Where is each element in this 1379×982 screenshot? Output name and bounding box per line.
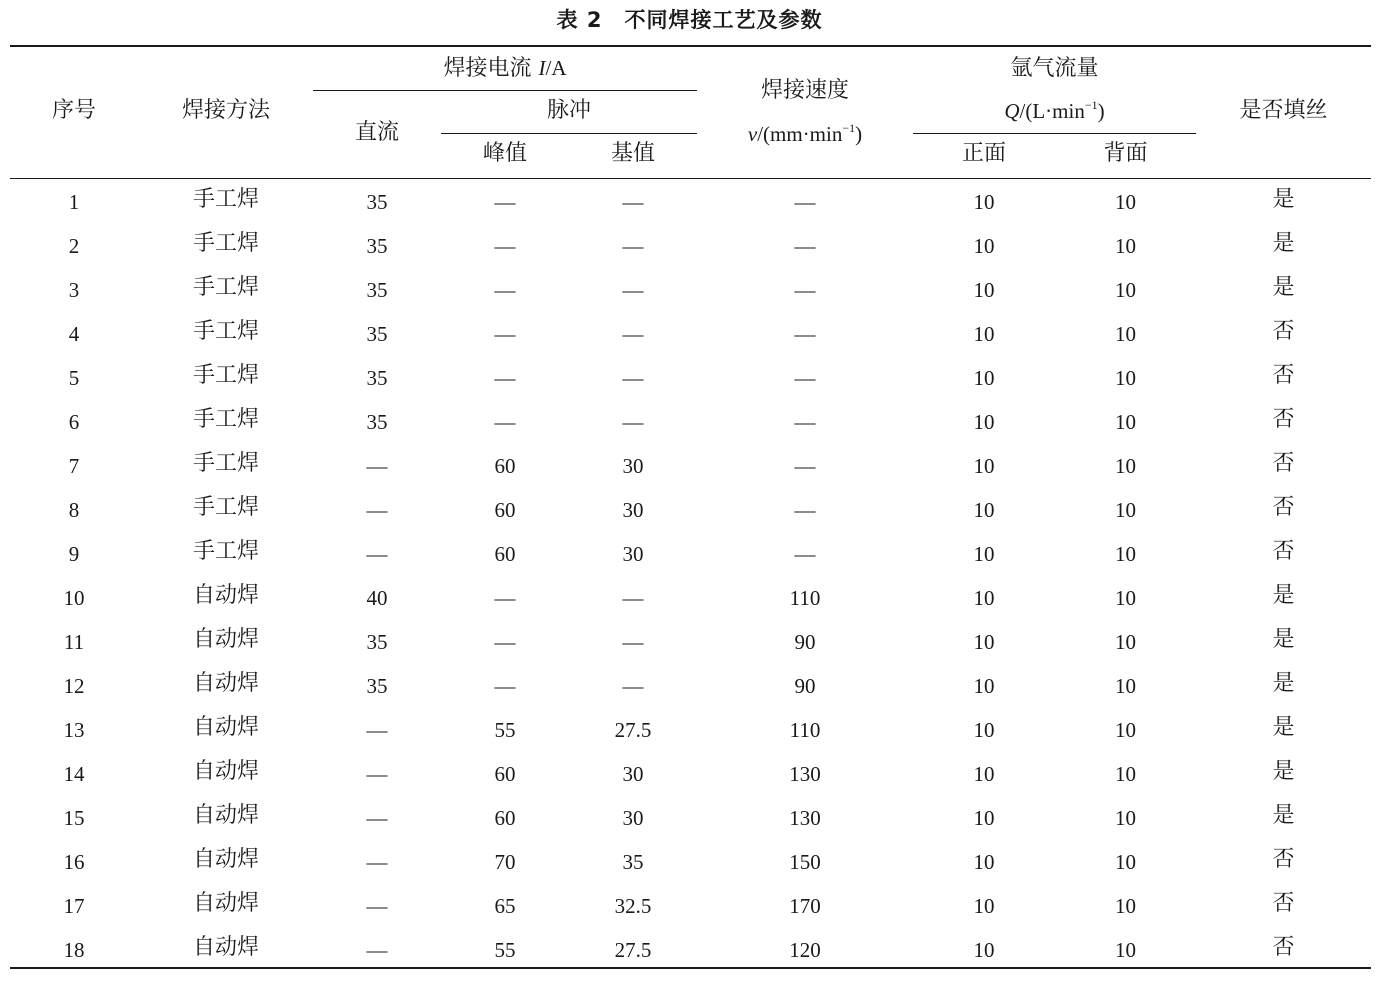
table-number: 表 2 — [556, 8, 603, 32]
cell-argon-front: 10 — [973, 762, 995, 786]
table-title: 不同焊接工艺及参数 — [624, 8, 823, 32]
header-speed-unit: $v/(mm\cdot\min^{-1})$ — [747, 121, 863, 146]
cell-argon-back: 10 — [1115, 454, 1136, 478]
cell-dc: 35 — [366, 366, 388, 390]
header-current-unit: I/A — [538, 56, 567, 80]
cell-argon-front: 10 — [973, 234, 995, 258]
cell-dc: — — [366, 718, 388, 742]
cell-method: 自动焊 — [192, 627, 259, 652]
cell-speed: — — [794, 190, 816, 214]
header-filler: 是否填丝 — [1239, 98, 1328, 123]
cell-method: 手工焊 — [192, 319, 259, 344]
header-current-peak: 峰值 — [482, 141, 527, 166]
cell-speed: — — [794, 234, 816, 258]
cell-argon-front: 10 — [973, 278, 995, 302]
cell-peak: 60 — [494, 542, 516, 566]
cell-argon-front: 10 — [973, 410, 995, 434]
cell-argon-front: 10 — [973, 498, 995, 522]
cell-dc: — — [366, 894, 388, 918]
cell-peak: — — [494, 234, 516, 258]
cell-dc: 35 — [366, 234, 388, 258]
cell-base: 27.5 — [614, 938, 652, 962]
argon-group-rule — [913, 133, 1196, 134]
cell-argon-front: 10 — [973, 542, 995, 566]
table-row — [0, 671, 1379, 718]
cell-filler: 是 — [1272, 759, 1295, 784]
cell-filler: 是 — [1272, 803, 1295, 828]
cell-speed: 130 — [789, 762, 821, 786]
cell-argon-front: 10 — [973, 938, 995, 962]
cell-dc: — — [366, 938, 388, 962]
cell-argon-back: 10 — [1115, 542, 1136, 566]
cell-index: 10 — [63, 586, 85, 610]
cell-peak: — — [494, 322, 516, 346]
cell-argon-back: 10 — [1115, 718, 1136, 742]
cell-method: 手工焊 — [192, 275, 259, 300]
cell-filler: 否 — [1272, 935, 1295, 960]
cell-filler: 是 — [1272, 231, 1295, 256]
cell-base: 32.5 — [614, 894, 652, 918]
cell-filler: 是 — [1272, 671, 1295, 696]
cell-filler: 是 — [1272, 275, 1295, 300]
cell-dc: 35 — [366, 278, 388, 302]
cell-base: 27.5 — [614, 718, 652, 742]
cell-method: 手工焊 — [192, 231, 259, 256]
cell-filler: 否 — [1272, 891, 1295, 916]
cell-argon-front: 10 — [973, 190, 995, 214]
cell-base: — — [622, 278, 644, 302]
cell-index: 12 — [63, 674, 85, 698]
cell-filler: 否 — [1272, 451, 1295, 476]
cell-speed: — — [794, 278, 816, 302]
cell-peak: 65 — [494, 894, 516, 918]
table-row — [0, 715, 1379, 762]
cell-peak: 60 — [494, 762, 516, 786]
cell-argon-back: 10 — [1115, 850, 1136, 874]
cell-argon-front: 10 — [973, 718, 995, 742]
cell-speed: 110 — [789, 718, 821, 742]
cell-method: 自动焊 — [192, 891, 259, 916]
cell-index: 5 — [68, 366, 80, 390]
cell-base: — — [622, 586, 644, 610]
cell-index: 18 — [63, 938, 85, 962]
cell-filler: 是 — [1272, 715, 1295, 740]
cell-index: 11 — [63, 630, 85, 654]
cell-argon-back: 10 — [1115, 630, 1136, 654]
cell-index: 1 — [68, 190, 80, 214]
cell-base: — — [622, 674, 644, 698]
cell-speed: 120 — [789, 938, 821, 962]
cell-filler: 是 — [1272, 187, 1295, 212]
top-rule — [10, 45, 1371, 47]
table-row — [0, 627, 1379, 674]
cell-speed: 90 — [794, 674, 816, 698]
table-row — [0, 583, 1379, 630]
table-row — [0, 891, 1379, 938]
cell-argon-back: 10 — [1115, 234, 1136, 258]
table-row — [0, 935, 1379, 982]
cell-method: 手工焊 — [192, 451, 259, 476]
cell-peak: 55 — [494, 718, 516, 742]
cell-dc: 35 — [366, 674, 388, 698]
cell-argon-back: 10 — [1115, 278, 1136, 302]
cell-base: — — [622, 234, 644, 258]
cell-method: 自动焊 — [192, 935, 259, 960]
cell-speed: 110 — [789, 586, 821, 610]
cell-argon-back: 10 — [1115, 322, 1136, 346]
table-row — [0, 407, 1379, 454]
cell-filler: 否 — [1272, 847, 1295, 872]
cell-index: 13 — [63, 718, 85, 742]
table-row — [0, 847, 1379, 894]
cell-dc: — — [366, 498, 388, 522]
header-argon-label: 氩气流量 — [1010, 56, 1099, 81]
cell-method: 手工焊 — [192, 495, 259, 520]
table-row — [0, 275, 1379, 322]
cell-dc: 40 — [366, 586, 388, 610]
cell-peak: 55 — [494, 938, 516, 962]
cell-method: 自动焊 — [192, 715, 259, 740]
cell-base: 35 — [622, 850, 644, 874]
cell-peak: 60 — [494, 454, 516, 478]
header-method: 焊接方法 — [181, 98, 270, 123]
cell-argon-front: 10 — [973, 454, 995, 478]
header-current-label: 焊接电流 — [443, 56, 539, 81]
cell-dc: — — [366, 806, 388, 830]
cell-argon-back: 10 — [1115, 806, 1136, 830]
cell-argon-back: 10 — [1115, 674, 1136, 698]
cell-method: 手工焊 — [192, 363, 259, 388]
cell-base: — — [622, 366, 644, 390]
cell-argon-front: 10 — [973, 366, 995, 390]
cell-speed: — — [794, 366, 816, 390]
cell-argon-back: 10 — [1115, 938, 1136, 962]
table-caption — [0, 4, 1379, 34]
cell-base: 30 — [622, 762, 644, 786]
cell-argon-back: 10 — [1115, 586, 1136, 610]
header-bottom-rule — [10, 178, 1371, 179]
cell-argon-front: 10 — [973, 322, 995, 346]
cell-index: 2 — [68, 234, 80, 258]
header-argon-unit: $Q/(L\cdot\min^{-1})$ — [1004, 98, 1105, 123]
cell-dc: — — [366, 762, 388, 786]
cell-filler: 否 — [1272, 319, 1295, 344]
cell-argon-back: 10 — [1115, 366, 1136, 390]
cell-index: 9 — [68, 542, 80, 566]
table-row — [0, 803, 1379, 850]
cell-argon-back: 10 — [1115, 410, 1136, 434]
cell-argon-front: 10 — [973, 586, 995, 610]
cell-method: 手工焊 — [192, 539, 259, 564]
cell-argon-back: 10 — [1115, 190, 1136, 214]
cell-method: 自动焊 — [192, 847, 259, 872]
cell-filler: 否 — [1272, 539, 1295, 564]
table-row — [0, 187, 1379, 234]
header-argon-front: 正面 — [961, 141, 1006, 166]
cell-dc: — — [366, 542, 388, 566]
cell-base: — — [622, 322, 644, 346]
cell-index: 6 — [68, 410, 80, 434]
cell-argon-front: 10 — [973, 850, 995, 874]
pulse-group-rule — [441, 133, 697, 134]
cell-method: 自动焊 — [192, 759, 259, 784]
cell-index: 16 — [63, 850, 85, 874]
table-row — [0, 231, 1379, 278]
cell-index: 14 — [63, 762, 85, 786]
header-current-dc: 直流 — [354, 120, 399, 145]
header-current-base: 基值 — [610, 141, 655, 166]
header-argon-back: 背面 — [1103, 141, 1148, 166]
cell-filler: 是 — [1272, 627, 1295, 652]
cell-peak: 60 — [494, 806, 516, 830]
cell-speed: — — [794, 542, 816, 566]
table-row — [0, 759, 1379, 806]
cell-index: 7 — [68, 454, 80, 478]
header-current-pulse: 脉冲 — [546, 98, 591, 123]
table-row — [0, 495, 1379, 542]
cell-argon-back: 10 — [1115, 498, 1136, 522]
cell-speed: 130 — [789, 806, 821, 830]
cell-speed: 170 — [789, 894, 821, 918]
cell-peak: — — [494, 410, 516, 434]
cell-speed: 90 — [794, 630, 816, 654]
cell-base: 30 — [622, 542, 644, 566]
cell-base: — — [622, 630, 644, 654]
cell-base: 30 — [622, 806, 644, 830]
cell-peak: — — [494, 586, 516, 610]
cell-speed: — — [794, 322, 816, 346]
header-index: 序号 — [51, 98, 96, 123]
cell-speed: — — [794, 410, 816, 434]
cell-index: 8 — [68, 498, 80, 522]
cell-dc: 35 — [366, 630, 388, 654]
cell-method: 自动焊 — [192, 671, 259, 696]
cell-peak: — — [494, 278, 516, 302]
cell-dc: 35 — [366, 410, 388, 434]
cell-index: 15 — [63, 806, 85, 830]
cell-index: 3 — [68, 278, 80, 302]
cell-base: 30 — [622, 454, 644, 478]
cell-argon-front: 10 — [973, 674, 995, 698]
cell-speed: — — [794, 454, 816, 478]
cell-filler: 否 — [1272, 363, 1295, 388]
header-speed-label: 焊接速度 — [760, 78, 849, 103]
cell-index: 17 — [63, 894, 85, 918]
table-row — [0, 363, 1379, 410]
cell-filler: 是 — [1272, 583, 1295, 608]
cell-filler: 否 — [1272, 495, 1295, 520]
cell-filler: 否 — [1272, 407, 1295, 432]
cell-argon-front: 10 — [973, 806, 995, 830]
cell-method: 自动焊 — [192, 803, 259, 828]
table-row — [0, 319, 1379, 366]
cell-peak: — — [494, 366, 516, 390]
cell-peak: — — [494, 674, 516, 698]
table-row — [0, 451, 1379, 498]
cell-argon-back: 10 — [1115, 894, 1136, 918]
current-group-rule — [313, 90, 697, 91]
cell-dc: 35 — [366, 322, 388, 346]
table-row — [0, 539, 1379, 586]
cell-peak: 70 — [494, 850, 516, 874]
cell-argon-back: 10 — [1115, 762, 1136, 786]
cell-method: 手工焊 — [192, 187, 259, 212]
cell-argon-front: 10 — [973, 630, 995, 654]
cell-method: 自动焊 — [192, 583, 259, 608]
cell-base: — — [622, 190, 644, 214]
header-current-group — [313, 58, 697, 80]
cell-argon-front: 10 — [973, 894, 995, 918]
cell-peak: 60 — [494, 498, 516, 522]
cell-dc: 35 — [366, 190, 388, 214]
cell-speed: 150 — [789, 850, 821, 874]
cell-method: 手工焊 — [192, 407, 259, 432]
cell-dc: — — [366, 850, 388, 874]
cell-base: 30 — [622, 498, 644, 522]
cell-base: — — [622, 410, 644, 434]
cell-speed: — — [794, 498, 816, 522]
cell-peak: — — [494, 190, 516, 214]
cell-peak: — — [494, 630, 516, 654]
cell-dc: — — [366, 454, 388, 478]
cell-index: 4 — [68, 322, 80, 346]
